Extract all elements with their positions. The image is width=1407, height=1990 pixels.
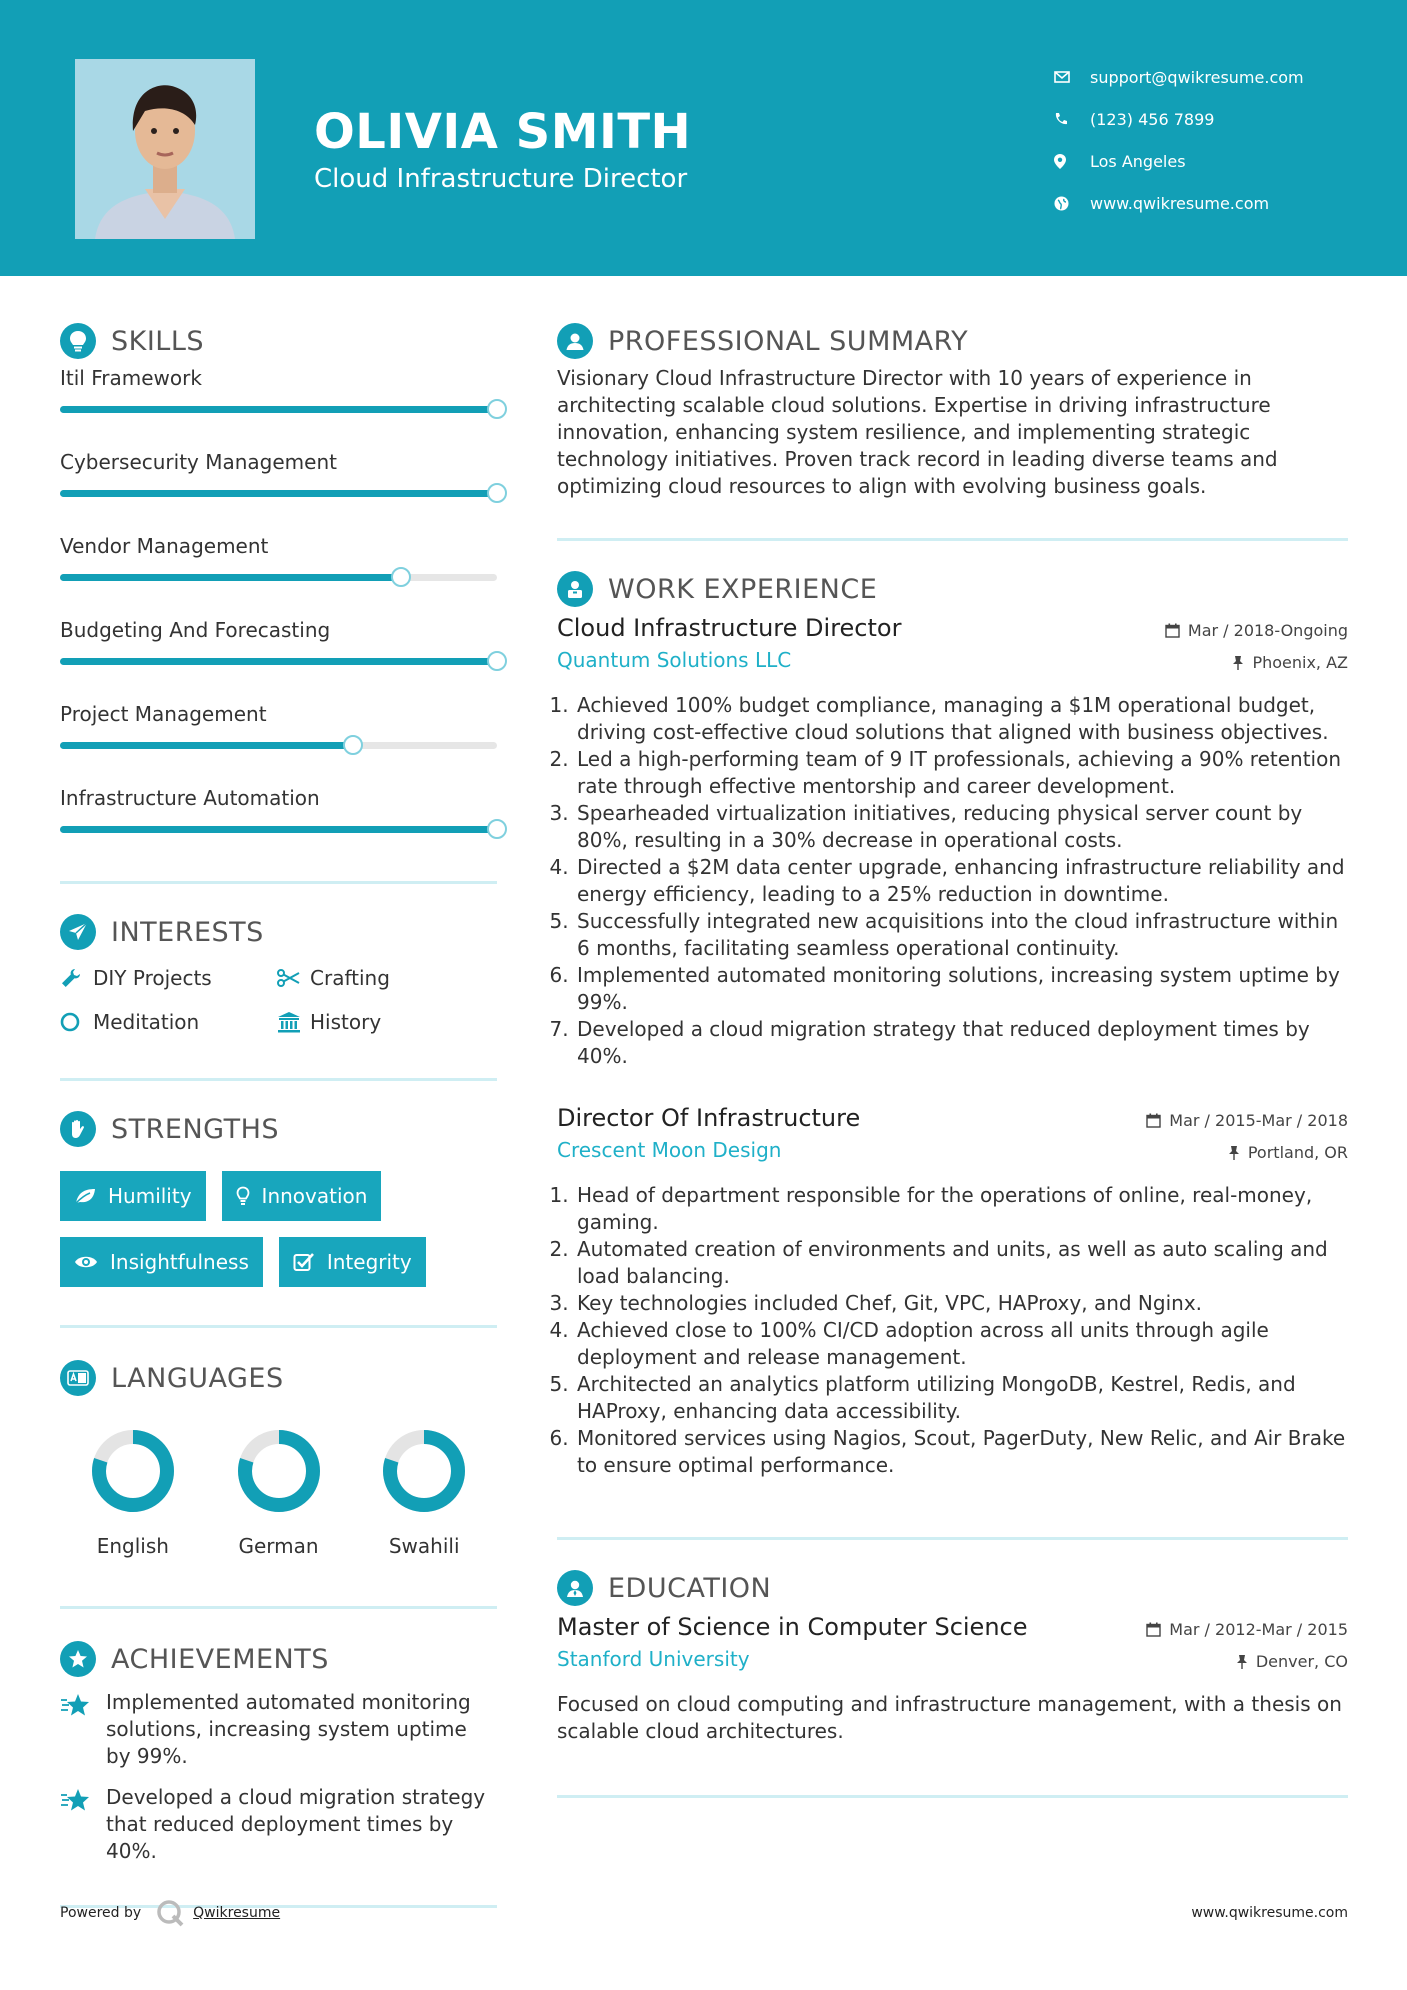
footer-website[interactable]: www.qwikresume.com (1191, 1905, 1348, 1921)
contact-website-text: www.qwikresume.com (1090, 193, 1270, 213)
interest-label: DIY Projects (93, 966, 212, 990)
briefcase-user-icon (557, 571, 593, 607)
section-divider (557, 538, 1348, 541)
skill-bar-fill (60, 658, 497, 665)
education-header (557, 1613, 1348, 1677)
job-dates (1146, 1104, 1348, 1136)
skill-bar-fill (60, 574, 401, 581)
skill-name: Cybersecurity Management (60, 450, 337, 474)
strength-chip (60, 1171, 206, 1221)
education-section (557, 1568, 1348, 1745)
interests-section (60, 912, 497, 1034)
footer-powered-by (60, 1898, 280, 1928)
job-bullet: 6. Monitored services using Nagios, Scout, PagerDuty, New Relic, and Air Brake to ensure optimal performance. (575, 1425, 1348, 1479)
language-donut (379, 1426, 469, 1516)
job-bullet: 4. Directed a $2M data center upgrade, enhancing infrastructure reliability and energy efficiency, leading to a 25% reduction in downtime. (575, 854, 1348, 908)
skill-bar-knob (487, 651, 507, 671)
contact-phone-text: (123) 456 7899 (1090, 109, 1215, 129)
interest-label: Crafting (310, 966, 390, 990)
resume-header (0, 0, 1407, 276)
summary-heading (557, 321, 1348, 361)
portrait-image (75, 59, 255, 239)
skills-title: SKILLS (111, 325, 205, 357)
skills-heading (60, 321, 497, 361)
globe-icon (1054, 196, 1090, 211)
skill-bar-knob (487, 819, 507, 839)
skill-item (60, 702, 497, 749)
skill-bar (60, 406, 497, 413)
interest-label: History (310, 1010, 382, 1034)
job-meta (1146, 1104, 1348, 1168)
education-entry (557, 1613, 1348, 1745)
check-square-icon (293, 1252, 315, 1272)
job-bullet: 1. Head of department responsible for the operations of online, real-money, gaming. (575, 1182, 1348, 1236)
job-entry (557, 1104, 1348, 1479)
skill-bar (60, 574, 497, 581)
strengths-heading (60, 1109, 497, 1149)
section-divider (557, 1795, 1348, 1798)
strength-chip (60, 1237, 263, 1287)
contact-list (1054, 56, 1304, 224)
user-icon (557, 323, 593, 359)
interests-title: INTERESTS (111, 916, 264, 948)
job-header (557, 1104, 1348, 1168)
experience-heading (557, 569, 1348, 609)
paper-plane-icon (60, 914, 96, 950)
skill-bar-knob (487, 483, 507, 503)
achievement-item (60, 1784, 497, 1865)
skill-item (60, 786, 497, 833)
education-location (1146, 1645, 1348, 1677)
education-meta (1146, 1613, 1348, 1677)
contact-email-text: support@qwikresume.com (1090, 67, 1304, 87)
envelope-icon (1054, 70, 1090, 84)
lightbulb-icon (236, 1186, 250, 1206)
interests-heading (60, 912, 497, 952)
job-bullet: 3. Key technologies included Chef, Git, VPC, HAProxy, and Nginx. (575, 1290, 1348, 1317)
map-pin-icon (1054, 154, 1090, 169)
candidate-name: OLIVIA SMITH (314, 104, 692, 160)
bank-icon (277, 1011, 310, 1033)
job-bullet: 1. Achieved 100% budget compliance, managing a $1M operational budget, driving cost-effective cloud solutions that aligned with business objectives. (575, 692, 1348, 746)
languages-heading (60, 1358, 497, 1398)
skill-item (60, 450, 497, 497)
skills-section (60, 321, 497, 833)
education-title: EDUCATION (608, 1572, 772, 1604)
leaf-icon (74, 1187, 96, 1205)
section-divider (60, 1606, 497, 1609)
skill-bar (60, 490, 497, 497)
section-divider (60, 881, 497, 884)
skill-bar-fill (60, 490, 497, 497)
experience-section (557, 569, 1348, 1479)
interest-item (277, 966, 497, 990)
candidate-title: Cloud Infrastructure Director (314, 164, 688, 194)
language-label: English (96, 1534, 169, 1558)
contact-phone[interactable] (1054, 98, 1304, 140)
job-dates (1165, 614, 1348, 646)
skill-bar (60, 658, 497, 665)
job-location (1146, 1136, 1348, 1168)
strength-chip (222, 1171, 382, 1221)
skill-item (60, 534, 497, 581)
strength-label: Humility (108, 1184, 192, 1208)
pushpin-icon (1228, 1145, 1240, 1160)
job-dates-text: Mar / 2015-Mar / 2018 (1169, 1110, 1348, 1130)
strength-label: Integrity (326, 1250, 412, 1274)
language-donut (234, 1426, 324, 1516)
job-bullet: 5. Architected an analytics platform utilizing MongoDB, Kestrel, Redis, and HAProxy, enhancing data accessibility. (575, 1371, 1348, 1425)
qwikresume-link[interactable]: Qwikresume (193, 1905, 281, 1921)
education-location-text: Denver, CO (1255, 1651, 1348, 1671)
contact-location-text: Los Angeles (1090, 151, 1186, 171)
summary-text: Visionary Cloud Infrastructure Director with 10 years of experience in architecting scalable cloud solutions. Expertise in driving infrastructure innovation, enhancing system resilience, and implementing strategic technology initiatives. Proven track record in leading diverse teams and optimizing cloud resources to align with evolving business goals. (557, 366, 1278, 498)
interest-item (60, 1010, 277, 1034)
job-bullet: 6. Implemented automated monitoring solutions, increasing system uptime by 99%. (575, 962, 1348, 1016)
qwikresume-logo-icon (155, 1898, 185, 1928)
calendar-icon (1146, 1622, 1161, 1637)
skill-name: Budgeting And Forecasting (60, 618, 331, 642)
strengths-chips (60, 1171, 497, 1287)
language-label: German (238, 1534, 319, 1558)
skill-bar-knob (487, 399, 507, 419)
achievement-text: Developed a cloud migration strategy that reduced deployment times by 40%. (106, 1785, 486, 1863)
language-item (60, 1426, 206, 1558)
achievement-item (60, 1689, 497, 1770)
skill-item (60, 366, 497, 413)
powered-by-text: Powered by (60, 1905, 142, 1921)
languages-title: LANGUAGES (111, 1362, 284, 1394)
strengths-title: STRENGTHS (111, 1113, 280, 1145)
strength-chip (279, 1237, 426, 1287)
interest-label: Meditation (93, 1010, 200, 1034)
skills-list (60, 366, 497, 833)
skill-name: Infrastructure Automation (60, 786, 320, 810)
company-name: Crescent Moon Design (557, 1138, 782, 1162)
job-header (557, 614, 1348, 678)
pushpin-icon (1236, 1654, 1248, 1669)
contact-email[interactable] (1054, 56, 1304, 98)
degree-title: Master of Science in Computer Science (557, 1613, 1028, 1641)
wrench-icon (60, 967, 93, 989)
scissors-icon (277, 969, 310, 987)
job-title: Cloud Infrastructure Director (557, 614, 902, 642)
achievements-title: ACHIEVEMENTS (111, 1643, 329, 1675)
education-description: Focused on cloud computing and infrastructure management, with a thesis on scalable cloud architectures. (557, 1692, 1342, 1743)
job-entry (557, 614, 1348, 1070)
job-bullet: 2. Automated creation of environments and units, as well as auto scaling and load balancing. (575, 1236, 1348, 1290)
interest-item (277, 1010, 497, 1034)
company-name: Quantum Solutions LLC (557, 648, 792, 672)
job-meta (1165, 614, 1348, 678)
skill-name: Project Management (60, 702, 267, 726)
language-item (351, 1426, 497, 1558)
eye-icon (74, 1254, 98, 1270)
job-bullet: 5. Successfully integrated new acquisitions into the cloud infrastructure within 6 months, facilitating seamless operational continuity. (575, 908, 1348, 962)
skill-name: Vendor Management (60, 534, 269, 558)
job-bullet: 3. Spearheaded virtualization initiatives, reducing physical server count by 80%, resulting in a 30% decrease in operational costs. (575, 800, 1348, 854)
strengths-section (60, 1109, 497, 1287)
left-column (60, 276, 497, 1908)
language-donut (88, 1426, 178, 1516)
education-dates-text: Mar / 2012-Mar / 2015 (1169, 1619, 1348, 1639)
job-location-text: Portland, OR (1247, 1142, 1348, 1162)
phone-icon (1054, 112, 1090, 126)
skill-bar (60, 742, 497, 749)
job-bullet: 2. Led a high-performing team of 9 IT professionals, achieving a 90% retention rate through effective mentorship and career development. (575, 746, 1348, 800)
skill-item (60, 618, 497, 665)
graduate-icon (557, 1570, 593, 1606)
contact-website[interactable] (1054, 182, 1304, 224)
lightbulb-icon (60, 323, 96, 359)
job-location (1165, 646, 1348, 678)
skill-bar-fill (60, 406, 497, 413)
job-bullets (557, 1182, 1348, 1479)
star-badge-icon (60, 1641, 96, 1677)
school-name: Stanford University (557, 1647, 750, 1671)
circle-icon (60, 1012, 93, 1032)
language-icon (60, 1360, 96, 1396)
job-title: Director Of Infrastructure (557, 1104, 861, 1132)
star-icon (60, 1689, 106, 1770)
job-dates-text: Mar / 2018-Ongoing (1187, 620, 1348, 640)
languages-list (60, 1426, 497, 1558)
experience-title: WORK EXPERIENCE (608, 573, 878, 605)
section-divider (60, 1078, 497, 1081)
job-bullet: 7. Developed a cloud migration strategy that reduced deployment times by 40%. (575, 1016, 1348, 1070)
language-item (206, 1426, 352, 1558)
achievements-heading (60, 1639, 497, 1679)
summary-section (557, 321, 1348, 500)
summary-title: PROFESSIONAL SUMMARY (608, 325, 969, 357)
strength-label: Insightfulness (110, 1250, 249, 1274)
skill-name: Itil Framework (60, 366, 202, 390)
interest-item (60, 966, 277, 990)
contact-location (1054, 140, 1304, 182)
hand-icon (60, 1111, 96, 1147)
job-bullet: 4. Achieved close to 100% CI/CD adoption across all units through agile deployment and release management. (575, 1317, 1348, 1371)
pushpin-icon (1232, 655, 1244, 670)
profile-photo (75, 59, 255, 239)
skill-bar-knob (343, 735, 363, 755)
achievement-text: Implemented automated monitoring solutions, increasing system uptime by 99%. (106, 1690, 471, 1768)
calendar-icon (1146, 1113, 1161, 1128)
education-heading (557, 1568, 1348, 1608)
achievements-section (60, 1639, 497, 1865)
language-label: Swahili (388, 1534, 460, 1558)
job-bullets (557, 692, 1348, 1070)
strength-label: Innovation (261, 1184, 368, 1208)
job-location-text: Phoenix, AZ (1252, 652, 1348, 672)
skill-bar-knob (391, 567, 411, 587)
section-divider (557, 1537, 1348, 1540)
education-dates (1146, 1613, 1348, 1645)
star-icon (60, 1784, 106, 1865)
skill-bar-fill (60, 826, 497, 833)
languages-section (60, 1358, 497, 1558)
calendar-icon (1165, 623, 1180, 638)
interests-grid (60, 966, 497, 1034)
right-column (557, 276, 1348, 1798)
skill-bar (60, 826, 497, 833)
section-divider (60, 1325, 497, 1328)
skill-bar-fill (60, 742, 353, 749)
